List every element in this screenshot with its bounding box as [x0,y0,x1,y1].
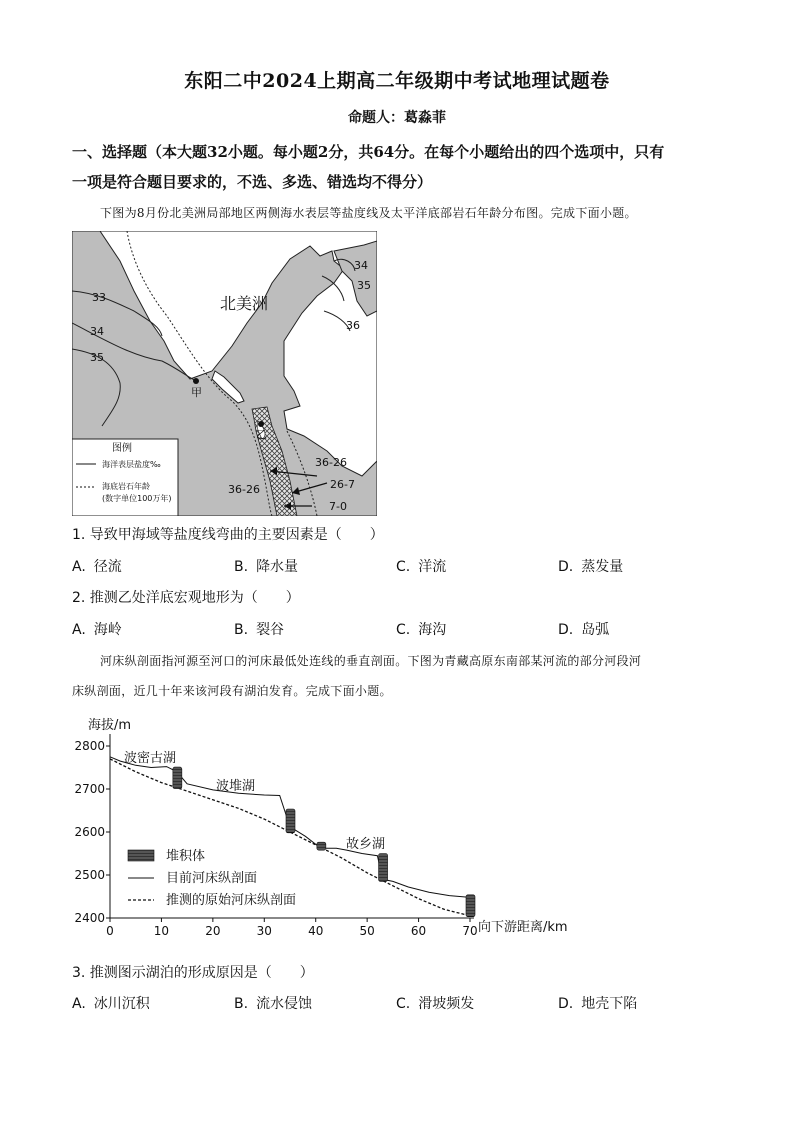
author-line: 命题人：葛淼菲 [348,110,446,126]
option-text: 岛弧 [581,622,610,638]
q3-option-d[interactable] [558,993,637,1013]
option-text: 流水侵蚀 [256,996,313,1012]
section-heading-line2: 一项是符合题目要求的，不选、多选、错选均不得分） [72,173,433,191]
legend-original-profile: 推测的原始河床纵剖面 [166,893,297,908]
label-east-35: 35 [357,279,371,292]
question-2: 2. 推测乙处洋底宏观地形为（ ） [72,590,300,606]
label-age-36-26-left: 36-26 [228,483,260,496]
legend-age: 海底岩石年龄 [102,482,150,491]
x-tick-label: 40 [308,924,324,938]
legend-current-profile: 目前河床纵剖面 [166,871,258,886]
label-34: 34 [90,325,104,338]
option-text: 冰川沉积 [93,996,150,1012]
q2-option-b[interactable] [234,619,284,639]
option-text: 滑坡频发 [418,996,475,1012]
q2-option-a[interactable] [72,619,122,639]
x-tick-label: 30 [256,924,272,938]
x-tick-label: 20 [205,924,221,938]
q3-option-b[interactable] [234,993,312,1013]
section-heading [72,137,724,197]
option-key: A. [72,996,86,1012]
option-text: 海沟 [418,622,447,638]
continent-label: 北美洲 [220,294,269,313]
label-age-36-26-right: 36-26 [315,456,347,469]
y-axis-label: 海拔/m [88,718,132,733]
profile-intro-line2: 床纵剖面，近几十年来该河段有湖泊发育。完成下面小题。 [72,684,392,698]
label-age-26-7: 26-7 [330,478,355,491]
option-text: 海岭 [93,622,122,638]
point-yi [258,421,264,427]
y-tick-label: 2600 [74,825,105,839]
label-age-7-0: 7-0 [329,500,347,513]
option-key: A. [72,559,86,575]
section-heading-line1: 一、选择题（本大题32小题。每小题2分，共64分。在每个小题给出的四个选项中，只有 [72,143,665,161]
x-tick-label: 10 [153,924,170,938]
y-tick-label: 2700 [74,782,105,796]
q1-option-a[interactable] [72,556,122,576]
legend-age-unit: (数字单位100万年) [102,494,172,503]
x-tick-label: 70 [462,924,478,938]
q3-option-a[interactable] [72,993,150,1013]
lake-label-bomigu: 波密古湖 [124,751,177,766]
q1-option-c[interactable] [396,556,446,576]
option-key: B. [234,559,249,575]
legend-salinity: 海洋表层盐度‰ [102,460,161,469]
chart-legend [128,848,296,908]
y-tick-label: 2400 [74,911,105,925]
option-text: 蒸发量 [581,559,624,575]
option-key: B. [234,622,249,638]
q3-option-c[interactable] [396,993,474,1013]
point-jia [193,378,199,384]
river-profile-chart [72,712,582,950]
deposit-body [173,767,182,789]
deposit-body [317,842,326,850]
option-text: 裂谷 [256,622,285,638]
label-east-34: 34 [354,259,368,272]
option-text: 径流 [93,559,122,575]
deposit-body [286,809,295,833]
option-key: D. [558,622,574,638]
y-tick-label: 2800 [74,739,105,753]
option-key: B. [234,996,249,1012]
question-1: 1. 导致甲海域等盐度线弯曲的主要因素是（ ） [72,527,384,543]
lake-label-boduihu: 波堆湖 [216,779,256,794]
profile-intro-line1: 河床纵剖面指河源至河口的河床最低处连线的垂直剖面。下图为青藏高原东南部某河流的部分河段河 [100,654,642,668]
option-key: C. [396,559,411,575]
lake-label-guxiang: 故乡湖 [346,837,386,852]
label-yi: 乙 [256,428,267,441]
deposit-body [379,854,388,882]
legend-title: 图例 [112,443,132,454]
option-key: A. [72,622,86,638]
label-jia: 甲 [191,386,202,399]
q1-option-d[interactable] [558,556,623,576]
x-axis-label: 向下游距离/km [478,920,568,935]
legend-deposit: 堆积体 [166,849,206,864]
page-title: 东阳二中2024上期高二年级期中考试地理试题卷 [184,70,610,92]
option-text: 洋流 [418,559,447,575]
x-tick-label: 0 [106,924,114,938]
option-key: D. [558,996,574,1012]
x-tick-label: 50 [359,924,375,938]
label-35: 35 [90,351,104,364]
option-key: C. [396,622,411,638]
q2-option-c[interactable] [396,619,446,639]
option-key: C. [396,996,411,1012]
x-tick-label: 60 [410,924,427,938]
option-text: 地壳下陷 [581,996,638,1012]
y-tick-label: 2500 [74,868,105,882]
q1-option-b[interactable] [234,556,298,576]
option-key: D. [558,559,574,575]
deposit-body [466,895,475,917]
question-3: 3. 推测图示湖泊的形成原因是（ ） [72,965,314,981]
option-text: 降水量 [256,559,299,575]
q2-option-d[interactable] [558,619,609,639]
profile-intro [72,646,724,706]
north-america-map [72,231,377,516]
label-33: 33 [92,291,106,304]
map-intro: 下图为8月份北美洲局部地区两侧海水表层等盐度线及太平洋底部岩石年龄分布图。完成下面小题。 [100,206,637,220]
map-legend [72,439,178,516]
label-east-36: 36 [346,319,360,332]
